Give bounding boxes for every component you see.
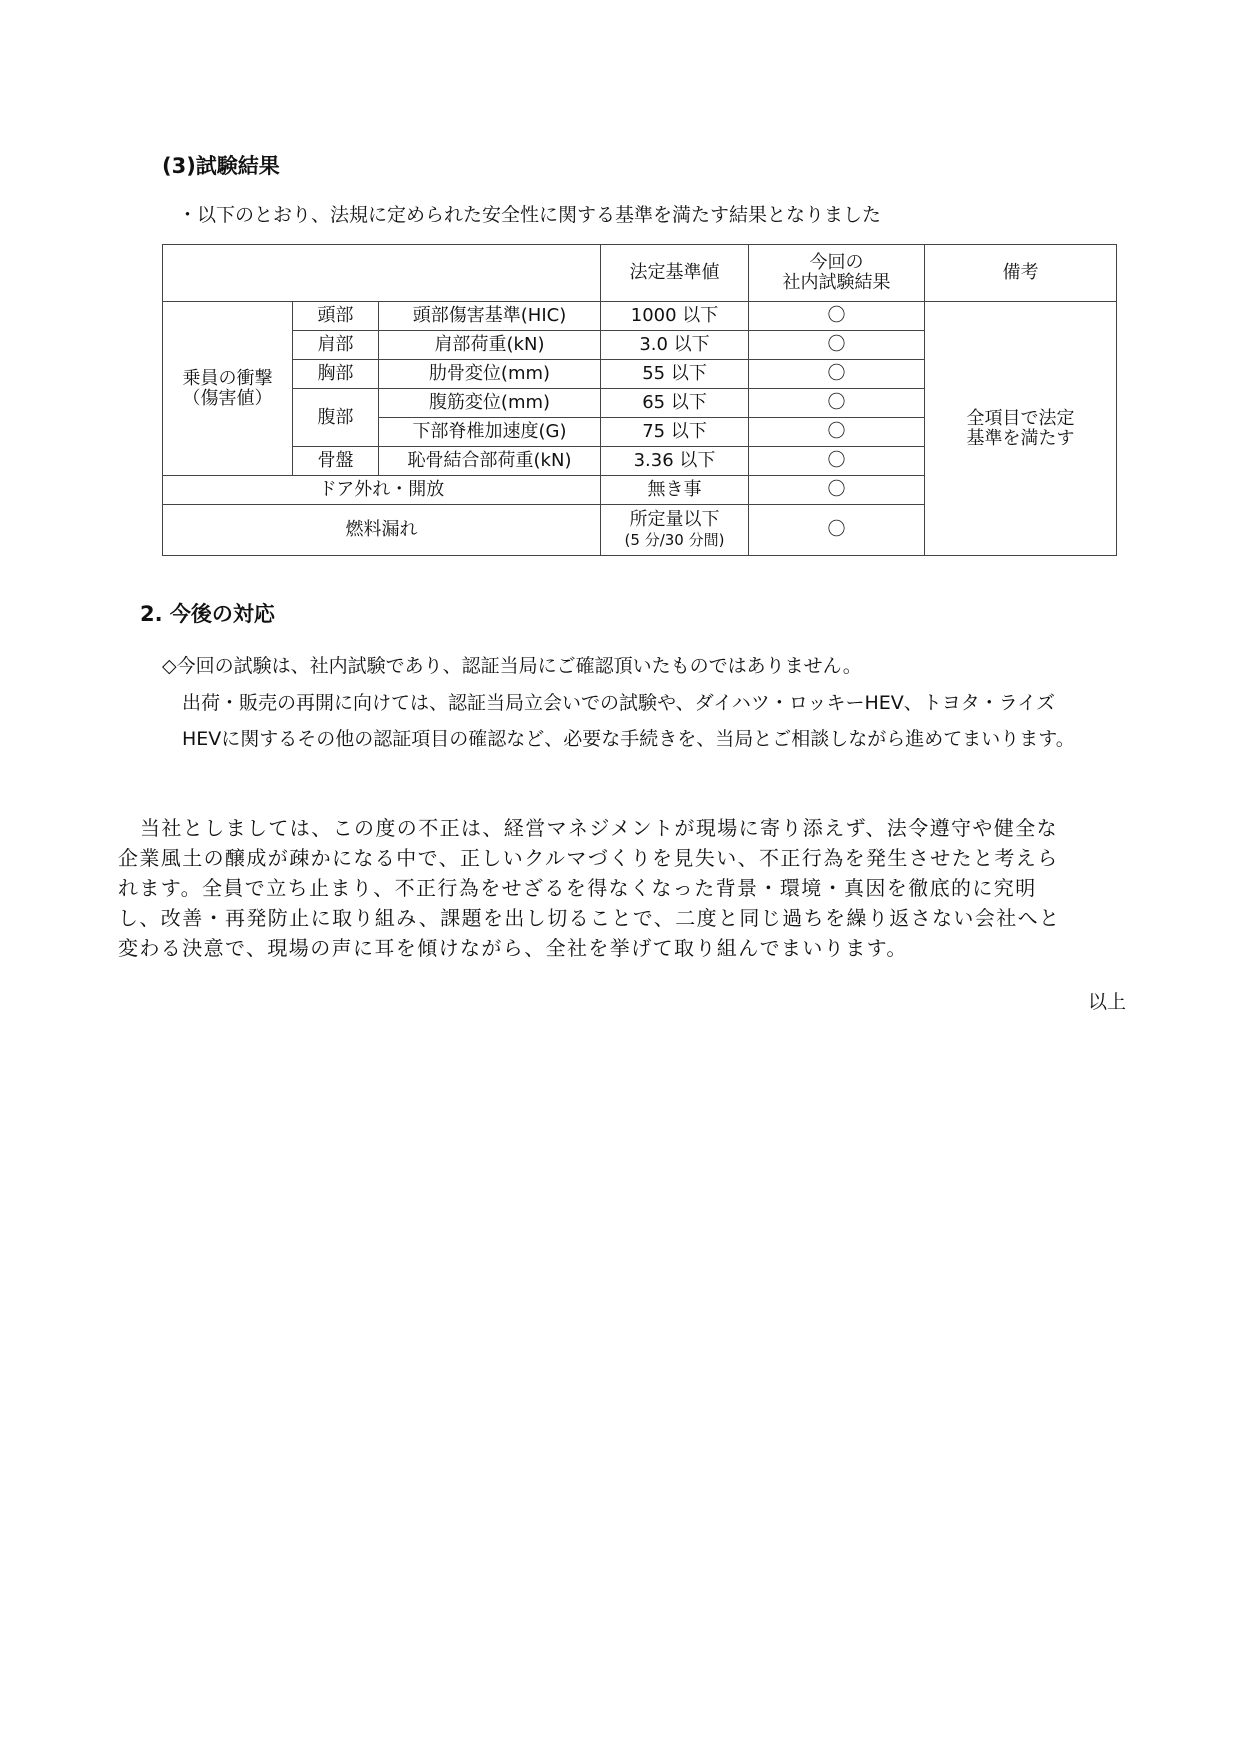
header-blank-cell	[163, 245, 601, 302]
door-label-cell: ドア外れ・開放	[163, 476, 601, 505]
standard-cell: 1000 以下	[601, 302, 749, 331]
test-item-cell: 恥骨結合部荷重(kN)	[379, 447, 601, 476]
standard-cell: 65 以下	[601, 389, 749, 418]
header-test-result-line1: 今回の	[809, 252, 864, 273]
result-cell: 〇	[749, 360, 925, 389]
door-result-cell: 〇	[749, 476, 925, 505]
result-cell: 〇	[749, 331, 925, 360]
fuel-label-cell: 燃料漏れ	[163, 505, 601, 556]
fuel-standard-line1: 所定量以下	[629, 509, 720, 530]
closing-paragraph-line4: し、改善・再発防止に取り組み、課題を出し切ることで、二度と同じ過ちを繰り返さない会社へと	[118, 906, 1061, 930]
result-cell: 〇	[749, 302, 925, 331]
body-part-cell: 胸部	[293, 360, 379, 389]
remarks-line1: 全項目で法定	[966, 407, 1075, 429]
header-test-result-line2: 社内試験結果	[782, 272, 891, 293]
fuel-standard-line2: (5 分/30 分間)	[624, 531, 725, 549]
header-remarks: 備考	[925, 245, 1117, 302]
header-test-result	[749, 245, 925, 302]
body-part-cell: 骨盤	[293, 447, 379, 476]
standard-cell: 3.36 以下	[601, 447, 749, 476]
test-item-cell: 腹筋変位(mm)	[379, 389, 601, 418]
section-heading-future-response: 2. 今後の対応	[140, 602, 275, 626]
test-item-cell: 肩部荷重(kN)	[379, 331, 601, 360]
future-response-line1: ◇今回の試験は、社内試験であり、認証当局にご確認頂いたものではありません。	[162, 655, 862, 677]
test-item-cell: 下部脊椎加速度(G)	[379, 418, 601, 447]
result-cell: 〇	[749, 389, 925, 418]
standard-cell: 55 以下	[601, 360, 749, 389]
occupant-impact-line1: 乗員の衝撃	[182, 367, 273, 389]
fuel-result-cell: 〇	[749, 505, 925, 556]
occupant-impact-group	[163, 302, 293, 476]
section-heading-test-results: (3)試験結果	[162, 154, 280, 178]
occupant-impact-line2: （傷害値）	[182, 387, 273, 409]
table-header-row	[163, 245, 1117, 302]
future-response-line2: 出荷・販売の再開に向けては、認証当局立会いでの試験や、ダイハツ・ロッキーHEV、トヨタ・ライズ	[182, 692, 1056, 714]
test-results-table	[162, 244, 1117, 556]
standard-cell: 3.0 以下	[601, 331, 749, 360]
closing-paragraph-line3: れます。全員で立ち止まり、不正行為をせざるを得なくなった背景・環境・真因を徹底的に究明	[118, 876, 1037, 900]
remarks-line2: 基準を満たす	[966, 427, 1075, 449]
closing-paragraph-line1: 当社としましては、この度の不正は、経営マネジメントが現場に寄り添えず、法令遵守や健全な	[140, 816, 1058, 840]
closing-paragraph-line2: 企業風土の醸成が疎かになる中で、正しいクルマづくりを見失い、不正行為を発生させたと考えら	[118, 846, 1059, 870]
test-results-intro: ・以下のとおり、法規に定められた安全性に関する基準を満たす結果となりました	[178, 204, 882, 226]
remarks-cell	[925, 302, 1117, 556]
closing-paragraph-line5: 変わる決意で、現場の声に耳を傾けながら、全社を挙げて取り組んでまいります。	[118, 936, 908, 960]
body-part-cell: 腹部	[293, 389, 379, 447]
body-part-cell: 頭部	[293, 302, 379, 331]
header-legal-standard: 法定基準値	[601, 245, 749, 302]
result-cell: 〇	[749, 418, 925, 447]
door-standard-cell: 無き事	[601, 476, 749, 505]
future-response-line3: HEVに関するその他の認証項目の確認など、必要な手続きを、当局とご相談しながら進めてまいります。	[182, 728, 1075, 750]
closing-end-mark: 以上	[1088, 991, 1127, 1013]
table-row	[163, 302, 1117, 331]
test-item-cell: 頭部傷害基準(HIC)	[379, 302, 601, 331]
result-cell: 〇	[749, 447, 925, 476]
standard-cell: 75 以下	[601, 418, 749, 447]
test-item-cell: 肋骨変位(mm)	[379, 360, 601, 389]
body-part-cell: 肩部	[293, 331, 379, 360]
fuel-standard-cell	[601, 505, 749, 556]
